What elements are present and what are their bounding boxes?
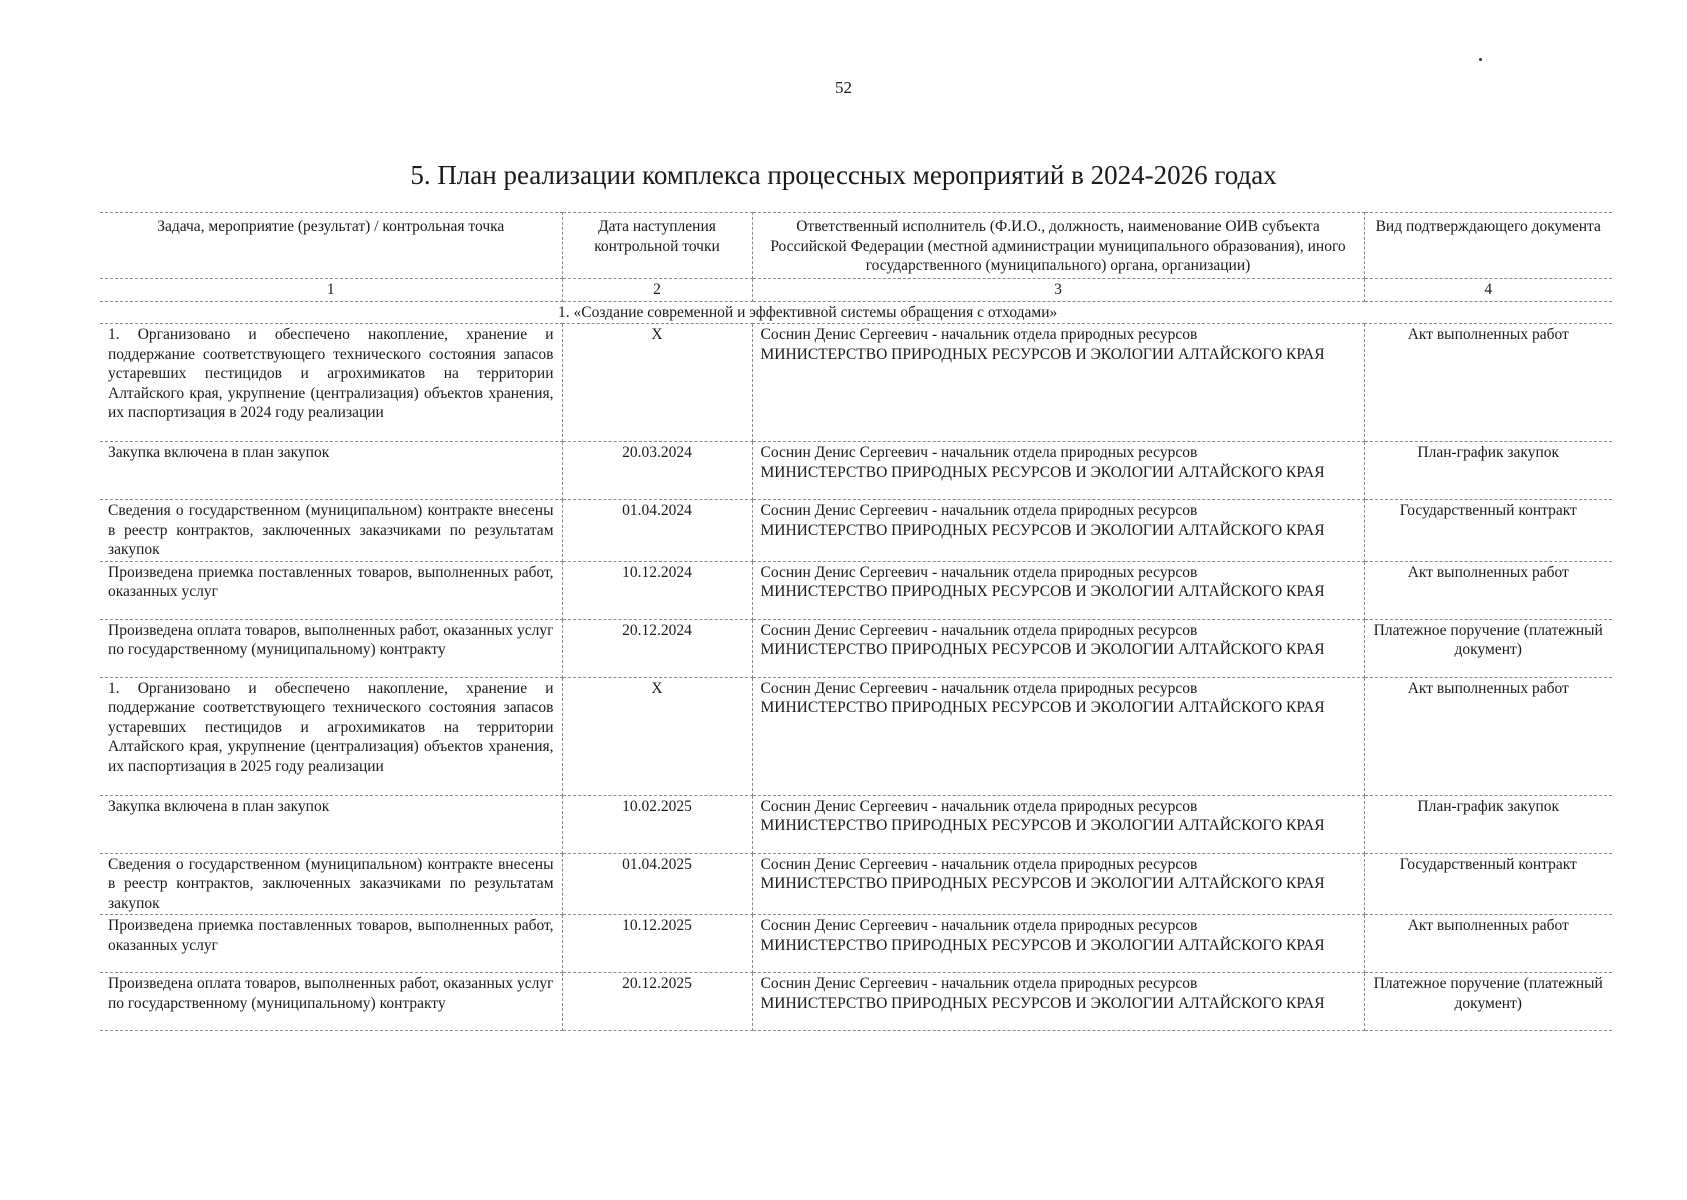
responsible-organization: МИНИСТЕРСТВО ПРИРОДНЫХ РЕСУРСОВ И ЭКОЛОГИИ АЛТАЙСКОГО КРАЯ	[760, 463, 1325, 481]
table-row	[100, 795, 1612, 853]
document-type-cell: Государственный контракт	[1364, 500, 1612, 562]
task-cell: Сведения о государственном (муниципальном) контракте внесены в реестр контрактов, заключенных заказчиками по результатам закупок	[100, 500, 562, 562]
document-type-cell: План-график закупок	[1364, 795, 1612, 853]
responsible-organization: МИНИСТЕРСТВО ПРИРОДНЫХ РЕСУРСОВ И ЭКОЛОГИИ АЛТАЙСКОГО КРАЯ	[760, 875, 1325, 892]
task-cell: 1. Организовано и обеспечено накопление, хранение и поддержание соответствующего технического состояния запасов устаревших пестицидов и агрохимикатов на территории Алтайского края, укрупнение (централизация) объектов хранения, их паспортизация в 2024 году реализации	[100, 324, 562, 442]
document-type-cell: Платежное поручение (платежный документ)	[1364, 619, 1612, 677]
task-cell: Произведена приемка поставленных товаров, выполненных работ, оказанных услуг	[100, 915, 562, 973]
responsible-cell	[752, 561, 1364, 619]
table-row	[100, 442, 1612, 500]
responsible-cell	[752, 973, 1364, 1031]
column-number: 2	[562, 279, 752, 302]
section-row	[100, 301, 1612, 324]
responsible-person: Соснин Денис Сергеевич - начальник отдела природных ресурсов	[760, 326, 1198, 343]
document-type-cell: Акт выполненных работ	[1364, 915, 1612, 973]
date-cell: 20.12.2024	[562, 619, 752, 677]
header-task: Задача, мероприятие (результат) / контрольная точка	[100, 213, 562, 279]
responsible-organization: МИНИСТЕРСТВО ПРИРОДНЫХ РЕСУРСОВ И ЭКОЛОГИИ АЛТАЙСКОГО КРАЯ	[760, 345, 1325, 363]
table-row	[100, 915, 1612, 973]
responsible-cell	[752, 795, 1364, 853]
responsible-organization: МИНИСТЕРСТВО ПРИРОДНЫХ РЕСУРСОВ И ЭКОЛОГИИ АЛТАЙСКОГО КРАЯ	[760, 699, 1325, 716]
date-cell: 10.12.2025	[562, 915, 752, 973]
page-title: 5. План реализации комплекса процессных мероприятий в 2024-2026 годах	[410, 160, 1277, 190]
table-row	[100, 561, 1612, 619]
responsible-person: Соснин Денис Сергеевич - начальник отдела природных ресурсов	[760, 855, 1198, 873]
responsible-cell	[752, 677, 1364, 795]
table-row	[100, 973, 1612, 1031]
column-number: 4	[1364, 279, 1612, 302]
plan-table	[100, 212, 1612, 1031]
document-type-cell: План-график закупок	[1364, 442, 1612, 500]
table-row	[100, 677, 1612, 795]
responsible-cell	[752, 619, 1364, 677]
responsible-cell	[752, 853, 1364, 915]
responsible-organization: МИНИСТЕРСТВО ПРИРОДНЫХ РЕСУРСОВ И ЭКОЛОГИИ АЛТАЙСКОГО КРАЯ	[760, 817, 1325, 834]
responsible-cell	[752, 500, 1364, 562]
task-cell: Произведена оплата товаров, выполненных работ, оказанных услуг по государственному (муниципальному) контракту	[100, 973, 562, 1031]
page-number: 52	[835, 78, 852, 97]
document-type-cell: Государственный контракт	[1364, 853, 1612, 915]
date-cell: 01.04.2024	[562, 500, 752, 562]
date-cell: 20.03.2024	[562, 442, 752, 500]
document-type-cell: Акт выполненных работ	[1364, 561, 1612, 619]
responsible-organization: МИНИСТЕРСТВО ПРИРОДНЫХ РЕСУРСОВ И ЭКОЛОГИИ АЛТАЙСКОГО КРАЯ	[760, 521, 1325, 539]
task-cell: Сведения о государственном (муниципальном) контракте внесены в реестр контрактов, заключенных заказчиками по результатам закупок	[100, 853, 562, 915]
date-cell: 01.04.2025	[562, 853, 752, 915]
table-body	[100, 301, 1612, 1031]
scan-mark	[1479, 58, 1482, 61]
date-cell: 20.12.2025	[562, 973, 752, 1031]
date-cell: 10.02.2025	[562, 795, 752, 853]
document-type-cell: Акт выполненных работ	[1364, 677, 1612, 795]
task-cell: Произведена приемка поставленных товаров, выполненных работ, оказанных услуг	[100, 561, 562, 619]
responsible-person: Соснин Денис Сергеевич - начальник отдела природных ресурсов	[760, 975, 1198, 992]
document-type-cell: Платежное поручение (платежный документ)	[1364, 973, 1612, 1031]
task-cell: Закупка включена в план закупок	[100, 442, 562, 500]
column-number: 3	[752, 279, 1364, 302]
task-cell: Закупка включена в план закупок	[100, 795, 562, 853]
column-number: 1	[100, 279, 562, 302]
responsible-organization: МИНИСТЕРСТВО ПРИРОДНЫХ РЕСУРСОВ И ЭКОЛОГИИ АЛТАЙСКОГО КРАЯ	[760, 936, 1325, 954]
responsible-cell	[752, 442, 1364, 500]
responsible-cell	[752, 915, 1364, 973]
responsible-person: Соснин Денис Сергеевич - начальник отдела природных ресурсов	[760, 502, 1198, 519]
responsible-organization: МИНИСТЕРСТВО ПРИРОДНЫХ РЕСУРСОВ И ЭКОЛОГИИ АЛТАЙСКОГО КРАЯ	[760, 641, 1325, 658]
header-date: Дата наступления контрольной точки	[562, 213, 752, 279]
table-row	[100, 324, 1612, 442]
task-cell: Произведена оплата товаров, выполненных работ, оказанных услуг по государственному (муниципальному) контракту	[100, 619, 562, 677]
column-numbers-row	[100, 279, 1612, 302]
header-document: Вид подтверждающего документа	[1364, 213, 1612, 279]
table-row	[100, 500, 1612, 562]
table-header	[100, 213, 1612, 302]
responsible-person: Соснин Денис Сергеевич - начальник отдела природных ресурсов	[760, 679, 1198, 697]
date-cell: X	[562, 677, 752, 795]
section-title: 1. «Создание современной и эффективной системы обращения с отходами»	[558, 303, 1058, 321]
responsible-person: Соснин Денис Сергеевич - начальник отдела природных ресурсов	[760, 621, 1198, 639]
responsible-person: Соснин Денис Сергеевич - начальник отдела природных ресурсов	[760, 444, 1198, 461]
responsible-cell	[752, 324, 1364, 442]
date-cell: X	[562, 324, 752, 442]
responsible-organization: МИНИСТЕРСТВО ПРИРОДНЫХ РЕСУРСОВ И ЭКОЛОГИИ АЛТАЙСКОГО КРАЯ	[760, 583, 1325, 600]
header-responsible: Ответственный исполнитель (Ф.И.О., должность, наименование ОИВ субъекта Российской Федерации (местной администрации муниципального образования), иного государственного (муниципального) органа, организации)	[752, 213, 1364, 279]
table-row	[100, 619, 1612, 677]
table-row	[100, 853, 1612, 915]
responsible-organization: МИНИСТЕРСТВО ПРИРОДНЫХ РЕСУРСОВ И ЭКОЛОГИИ АЛТАЙСКОГО КРАЯ	[760, 994, 1325, 1012]
date-cell: 10.12.2024	[562, 561, 752, 619]
header-row	[100, 213, 1612, 279]
responsible-person: Соснин Денис Сергеевич - начальник отдела природных ресурсов	[760, 797, 1198, 815]
responsible-person: Соснин Денис Сергеевич - начальник отдела природных ресурсов	[760, 563, 1198, 581]
document-type-cell: Акт выполненных работ	[1364, 324, 1612, 442]
responsible-person: Соснин Денис Сергеевич - начальник отдела природных ресурсов	[760, 917, 1198, 934]
task-cell: 1. Организовано и обеспечено накопление, хранение и поддержание соответствующего технического состояния запасов устаревших пестицидов и агрохимикатов на территории Алтайского края, укрупнение (централизация) объектов хранения, их паспортизация в 2025 году реализации	[100, 677, 562, 795]
